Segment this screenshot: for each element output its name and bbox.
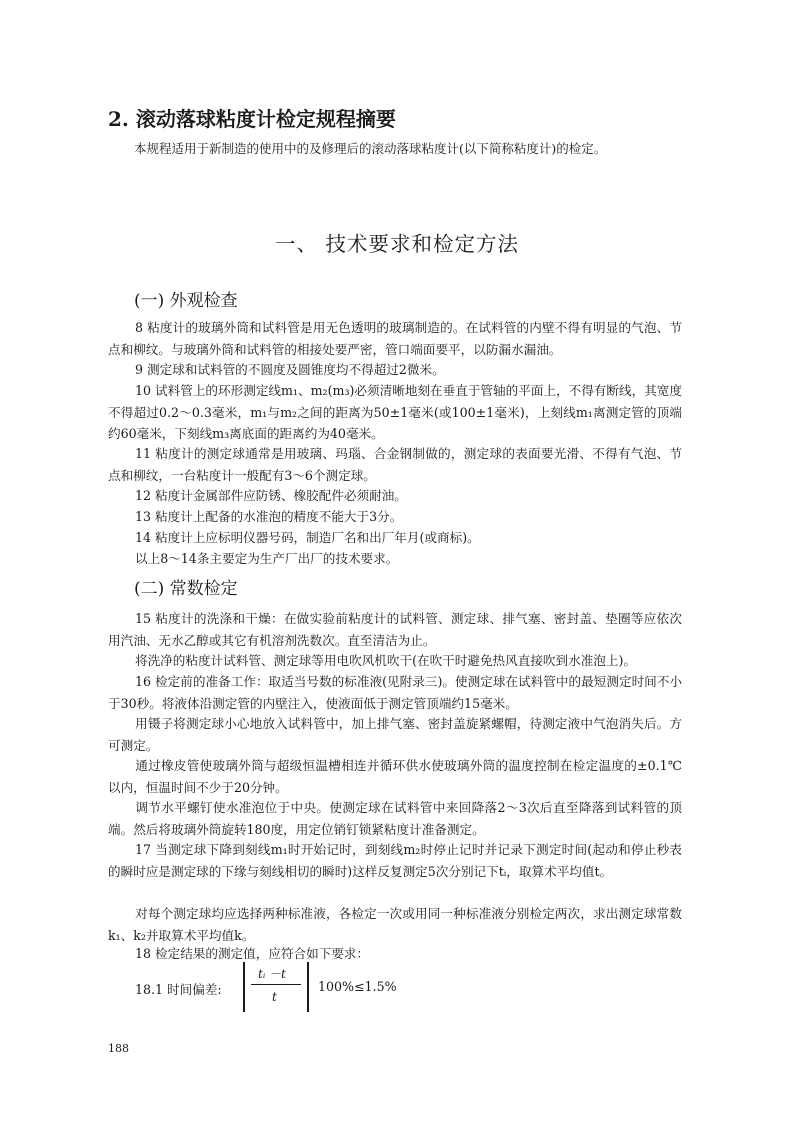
paragraph-14-text: 14 粘度计上应标明仪器号码，制造厂名和出厂年月(或商标)。 [135, 530, 480, 545]
paragraph-16-level [108, 797, 682, 840]
paragraph-15-text: 15 粘度计的洗涤和干燥：在做实验前粘度计的试料管、测定球、排气塞、密封盖、垫圈等应依次用汽油、无水乙醇或其它有机溶剂洗数次。直至清洁为止。 [108, 611, 682, 648]
paragraph-16-level-text: 调节水平螺钉使水准泡位于中央。使测定球在试料管中来回降落2～3次后直至降落到试料管的顶端。然后将玻璃外筒旋转180度，用定位销钉锁紧粘度计准备测定。 [108, 800, 682, 837]
section-intro: 本规程适用于新制造的使用中的及修理后的滚动落球粘度计(以下简称粘度计)的检定。 [134, 141, 607, 156]
paragraph-15-cont-text: 将洗净的粘度计试料管、测定球等用电吹风机吹干(在吹干时避免热风直接吹到水准泡上)。 [135, 653, 636, 668]
paragraph-16-text: 16 检定前的准备工作：取适当号数的标准液(见附录三)。使测定球在试料管中的最短测定时间不小于30秒。将液体沿测定管的内壁注入，使液面低于测定管顶端约15毫米。 [108, 674, 682, 711]
formula-denominator: t [272, 990, 277, 1004]
abs-bar-left [243, 962, 245, 1012]
paragraph-16-thermostat [108, 755, 682, 798]
paragraph-16-cont-text: 用镊子将测定球小心地放入试料管中，加上排气塞、密封盖旋紧螺帽，待测定液中气泡消失后。方可测定。 [108, 716, 682, 753]
paragraph-11 [108, 443, 682, 486]
paragraph-10-text: 10 试料管上的环形测定线m₁、m₂(m₃)必须清晰地刻在垂直于管轴的平面上，不得有断线，其宽度不得超过0.2～0.3毫米，m₁与m₂之间的距离为50±1毫米(或100±1毫米)，上刻线m₁离测定管的顶端约60毫米，下刻线m₃离底面的距离约为40毫米。 [108, 383, 682, 441]
subheading-constant-calibration: (二) 常数检定 [134, 579, 238, 599]
paragraph-14-note-text: 以上8～14条主要定为生产厂出厂的技术要求。 [135, 551, 399, 566]
paragraph-13 [108, 506, 682, 528]
paragraph-16-thermostat-text: 通过橡皮管使玻璃外筒与超级恒温槽相连并循环供水使玻璃外筒的温度控制在检定温度的±0.1℃以内，恒温时间不少于20分钟。 [108, 758, 682, 795]
paragraph-17-text: 17 当测定球下降到刻线m₁时开始记时，到刻线m₂时停止记时并记录下测定时间(起动和停止秒表的瞬时应是测定球的下缘与刻线相切的瞬时)这样反复测定5次分别记下tᵢ，取算术平均值t。 [108, 842, 682, 879]
formula-label: 18.1 时间偏差: [135, 982, 222, 997]
paragraph-12-text: 12 粘度计金属部件应防锈、橡胶配件必须耐油。 [135, 488, 407, 503]
fraction-line [251, 984, 301, 985]
paragraph-8 [108, 317, 682, 360]
paragraph-16 [108, 671, 682, 714]
page-number: 188 [108, 1042, 129, 1055]
paragraph-11-text: 11 粘度计的测定球通常是用玻璃、玛瑙、合金钢制做的，测定球的表面要光滑、不得有气泡、节点和柳纹，一台粘度计一般配有3～6个测定球。 [108, 446, 682, 483]
formula-rhs: 100%≤1.5% [318, 979, 397, 994]
chapter-title: 一、 技术要求和检定方法 [274, 232, 520, 256]
paragraph-15-cont [108, 650, 682, 672]
paragraph-18-text: 18 检定结果的测定值，应符合如下要求： [135, 946, 370, 961]
paragraph-12 [108, 485, 682, 507]
paragraph-15 [108, 608, 682, 651]
paragraph-14-note [108, 548, 682, 570]
paragraph-9-text: 9 测定球和试料管的不圆度及圆锥度均不得超过2微米。 [135, 362, 445, 377]
paragraph-13-text: 13 粘度计上配备的水准泡的精度不能大于3分。 [135, 509, 403, 524]
paragraph-17-cont [108, 903, 682, 946]
paragraph-17 [108, 839, 682, 882]
section-title: 2. 滚动落球粘度计检定规程摘要 [108, 107, 396, 131]
abs-bar-right [307, 962, 309, 1012]
paragraph-14 [108, 527, 682, 549]
paragraph-9 [108, 359, 682, 381]
time-deviation-formula [135, 960, 435, 1012]
subheading-appearance-check: (一) 外观检查 [134, 291, 238, 311]
paragraph-17-cont-text: 对每个测定球均应选择两种标准液，各检定一次或用同一种标准液分别检定两次，求出测定球常数k₁、k₂并取算术平均值k。 [108, 906, 682, 943]
formula-numerator: tᵢ －t [258, 967, 286, 981]
paragraph-10 [108, 380, 682, 445]
paragraph-16-cont [108, 713, 682, 756]
paragraph-8-text: 8 粘度计的玻璃外筒和试料管是用无色透明的玻璃制造的。在试料管的内壁不得有明显的气泡、节点和柳纹。与玻璃外筒和试料管的相接处要严密，管口端面要平，以防漏水漏油。 [108, 320, 682, 357]
